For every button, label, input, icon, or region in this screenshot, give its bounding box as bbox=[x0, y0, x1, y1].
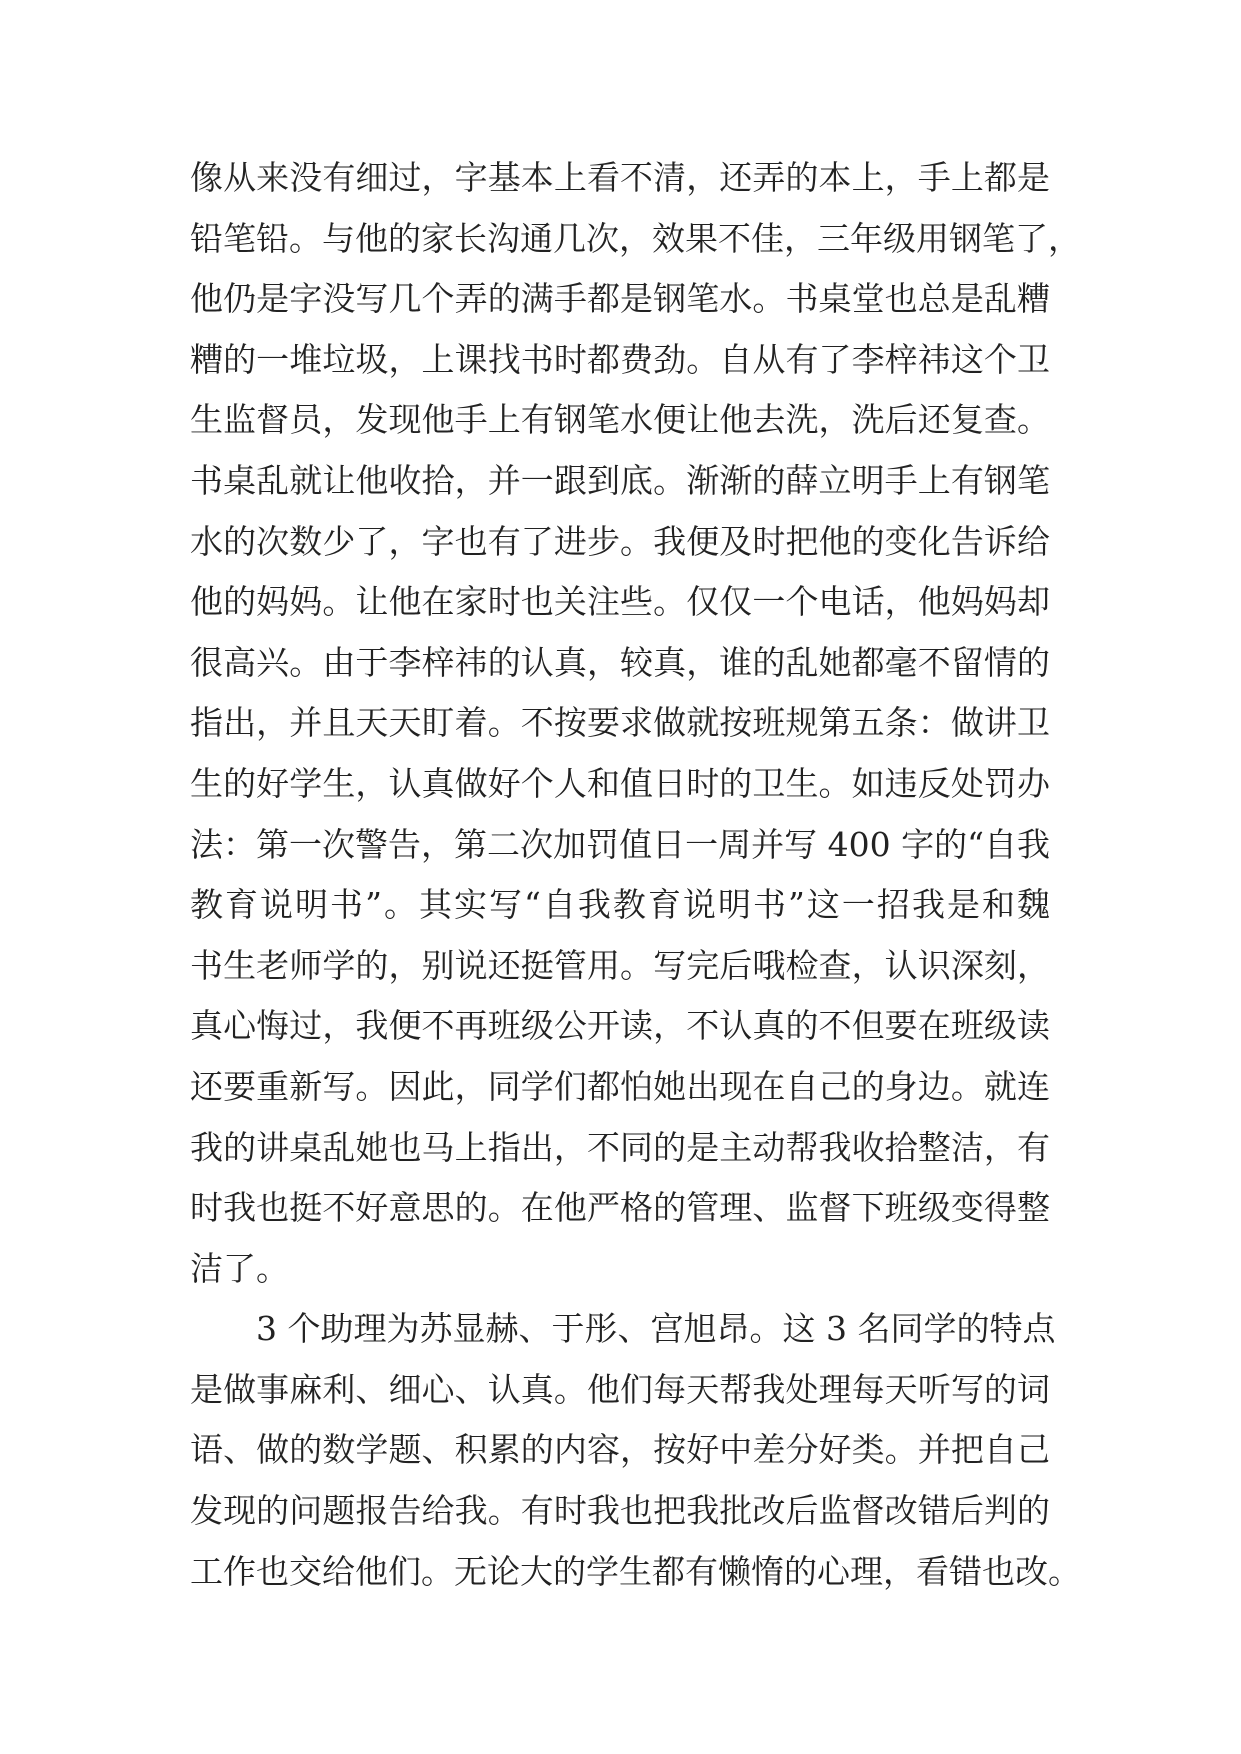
text-line: 铅笔铅。与他的家长沟通几次，效果不佳，三年级用钢笔了， bbox=[190, 218, 1081, 258]
paragraph-end-line: 洁了。 bbox=[190, 1248, 289, 1288]
text-line: 很高兴。由于李梓祎的认真，较真，谁的乱她都毫不留情的 bbox=[190, 642, 1050, 682]
paragraph-first-line: 3 个助理为苏显赫、于彤、宫旭昂。这 3 名同学的特点 bbox=[256, 1309, 1056, 1349]
text-line: 书桌乱就让他收拾，并一跟到底。渐渐的薛立明手上有钢笔 bbox=[190, 460, 1050, 500]
text-line: 书生老师学的，别说还挺管用。写完后哦检查，认识深刻， bbox=[190, 945, 1050, 985]
text-line: 水的次数少了，字也有了进步。我便及时把他的变化告诉给 bbox=[190, 521, 1050, 561]
text-line: 生监督员，发现他手上有钢笔水便让他去洗，洗后还复查。 bbox=[190, 400, 1050, 440]
text-line: 他的妈妈。让他在家时也关注些。仅仅一个电话，他妈妈却 bbox=[190, 582, 1050, 622]
text-line: 还要重新写。因此，同学们都怕她出现在自己的身边。就连 bbox=[190, 1066, 1050, 1106]
text-line: 生的好学生，认真做好个人和值日时的卫生。如违反处罚办 bbox=[190, 763, 1050, 803]
text-line: 发现的问题报告给我。有时我也把我批改后监督改错后判的 bbox=[190, 1491, 1050, 1531]
text-line: 像从来没有细过，字基本上看不清，还弄的本上，手上都是 bbox=[190, 158, 1050, 197]
text-line: 他仍是字没写几个弄的满手都是钢笔水。书桌堂也总是乱糟 bbox=[190, 279, 1050, 319]
text-line: 法：第一次警告，第二次加罚值日一周并写 400 字的“自我 bbox=[190, 824, 1050, 864]
body-text bbox=[190, 158, 1081, 1612]
text-line: 工作也交给他们。无论大的学生都有懒惰的心理，看错也改。 bbox=[190, 1551, 1081, 1591]
text-line: 真心悔过，我便不再班级公开读，不认真的不但要在班级读 bbox=[190, 1006, 1050, 1046]
text-line: 糟的一堆垃圾，上课找书时都费劲。自从有了李梓祎这个卫 bbox=[190, 339, 1050, 379]
text-line: 时我也挺不好意思的。在他严格的管理、监督下班级变得整 bbox=[190, 1188, 1050, 1228]
text-line: 语、做的数学题、积累的内容，按好中差分好类。并把自己 bbox=[190, 1430, 1050, 1470]
text-line: 我的讲桌乱她也马上指出，不同的是主动帮我收拾整洁，有 bbox=[190, 1127, 1050, 1167]
text-line: 指出，并且天天盯着。不按要求做就按班规第五条：做讲卫 bbox=[190, 703, 1050, 743]
text-line: 是做事麻利、细心、认真。他们每天帮我处理每天听写的词 bbox=[190, 1369, 1050, 1409]
text-line: 教育说明书”。其实写“自我教育说明书”这一招我是和魏 bbox=[190, 885, 1050, 925]
